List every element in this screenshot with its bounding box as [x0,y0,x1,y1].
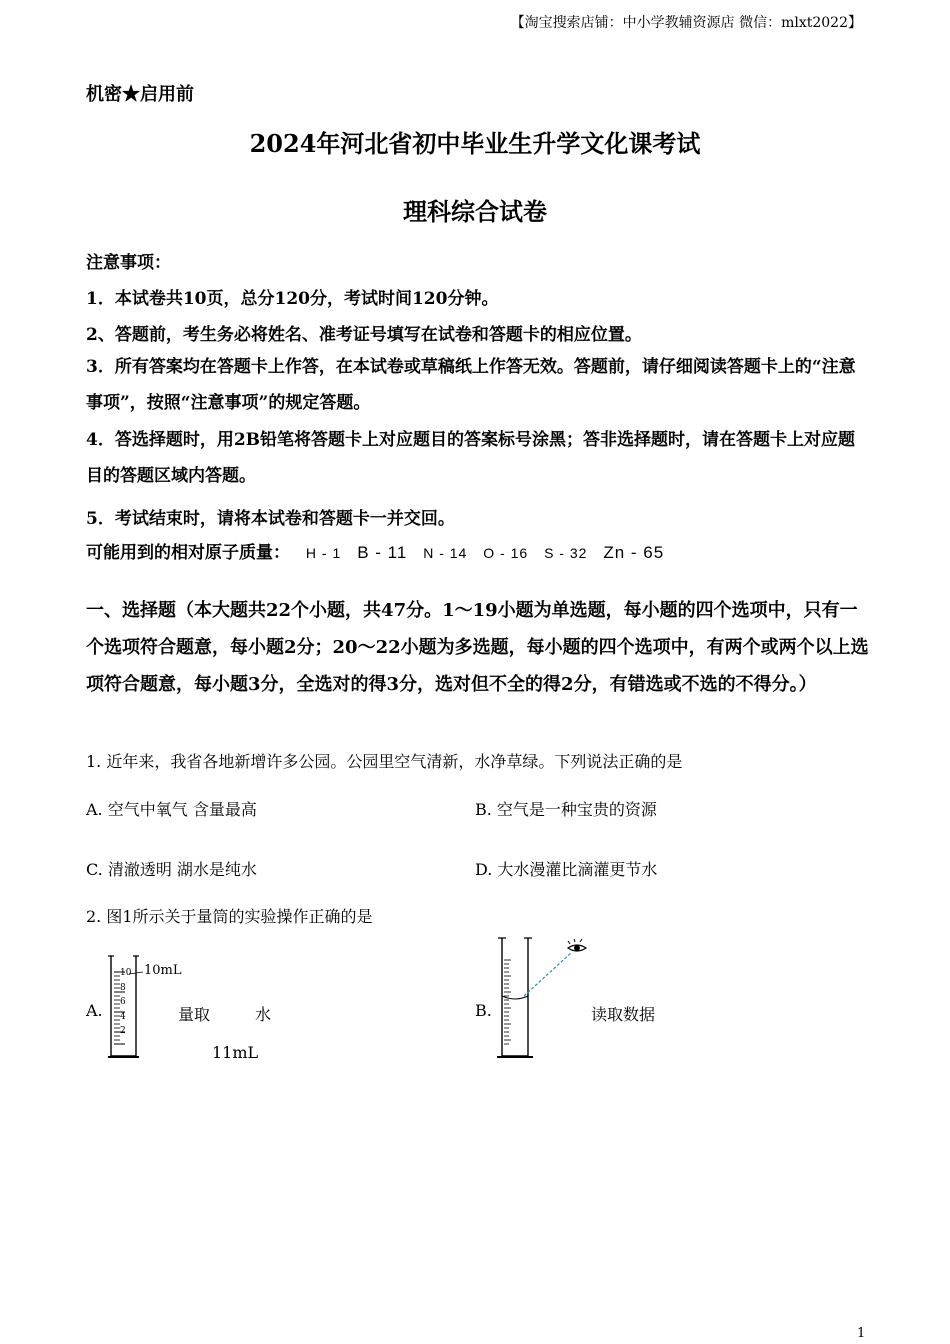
header-note: 【淘宝搜索店铺：中小学教辅资源店 微信：mlxt2022】 [510,15,862,31]
exam-title: 2024年河北省初中毕业生升学文化课考试 [249,129,701,158]
q2-a-scale-10: 10 [120,968,132,978]
atomic-mass-o: O - 16 [483,545,529,561]
notice-item-2: 2、答题前，考生务必将姓名、准考证号填写在试卷和答题卡的相应位置。 [86,325,642,345]
atomic-mass-s: S - 32 [544,545,588,561]
q2-b-caption-read: 读取数据 [591,1005,656,1024]
q2-a-scale-6: 6 [120,997,126,1007]
atomic-mass-n: N - 14 [423,545,468,561]
q2-a-scale-4: 4 [120,1011,126,1022]
q2-a-caption-water: 水 [255,1005,272,1024]
page-number: 1 [857,1326,866,1341]
q2-a-caption-measure: 量取 [178,1005,211,1024]
q2-a-cylinder-label: 10mL [144,963,182,978]
atomic-mass-row [86,538,664,563]
q2-a-caption-volume: 11mL [212,1043,259,1062]
q1-option-c: C. 清澈透明 湖水是纯水 [86,860,257,879]
notice-item-1: 1．本试卷共10页，总分120分，考试时间120分钟。 [86,289,499,309]
atomic-mass-label: 可能用到的相对原子质量： [86,543,290,563]
q2-option-b-letter: B. [475,1001,492,1020]
atomic-mass-b: B - 11 [357,543,408,562]
q1-option-d: D. 大水漫灌比滴灌更节水 [475,860,658,879]
notice-item-5: 5．考试结束时，请将本试卷和答题卡一并交回。 [86,509,455,529]
q1-stem: 1. 近年来，我省各地新增许多公园。公园里空气清新，水净草绿。下列说法正确的是 [86,752,683,771]
q2-a-scale-2: 2 [120,1026,126,1036]
notice-heading: 注意事项： [86,253,171,273]
atomic-mass-zn: Zn - 65 [603,543,665,562]
q2-stem: 2. 图1所示关于量筒的实验操作正确的是 [86,907,373,926]
q2-b-cylinder-figure [494,932,604,1064]
q2-a-scale-labels [120,966,131,1039]
q1-option-a: A. 空气中氧气 含量最高 [86,800,257,819]
notice-item-4: 4．答选择题时，用2B铅笔将答题卡上对应题目的答案标号涂黑；答非选择题时，请在答题卡上对应题目的答题区域内答题。 [86,430,856,486]
atomic-mass-h: H - 1 [305,545,342,561]
section-one-instructions: 一、选择题（本大题共22个小题，共47分。1～19小题为单选题，每小题的四个选项中，只有一个选项符合题意，每小题2分；20～22小题为多选题，每小题的四个选项中，有两个或两个以上选项符合题意，每小题3分，全选对的得3分，选对但不全的得2分，有错选或不选的不得分。） [86,600,869,695]
q2-a-scale-8: 8 [120,982,126,993]
exam-subtitle: 理科综合试卷 [403,197,547,226]
secret-label: 机密★启用前 [86,84,194,105]
q2-option-a-letter: A. [86,1001,103,1020]
q1-option-b: B. 空气是一种宝贵的资源 [475,800,657,819]
notice-item-3: 3．所有答案均在答题卡上作答，在本试卷或草稿纸上作答无效。答题前，请仔细阅读答题卡上的“注意事项”，按照“注意事项”的规定答题。 [86,357,856,413]
